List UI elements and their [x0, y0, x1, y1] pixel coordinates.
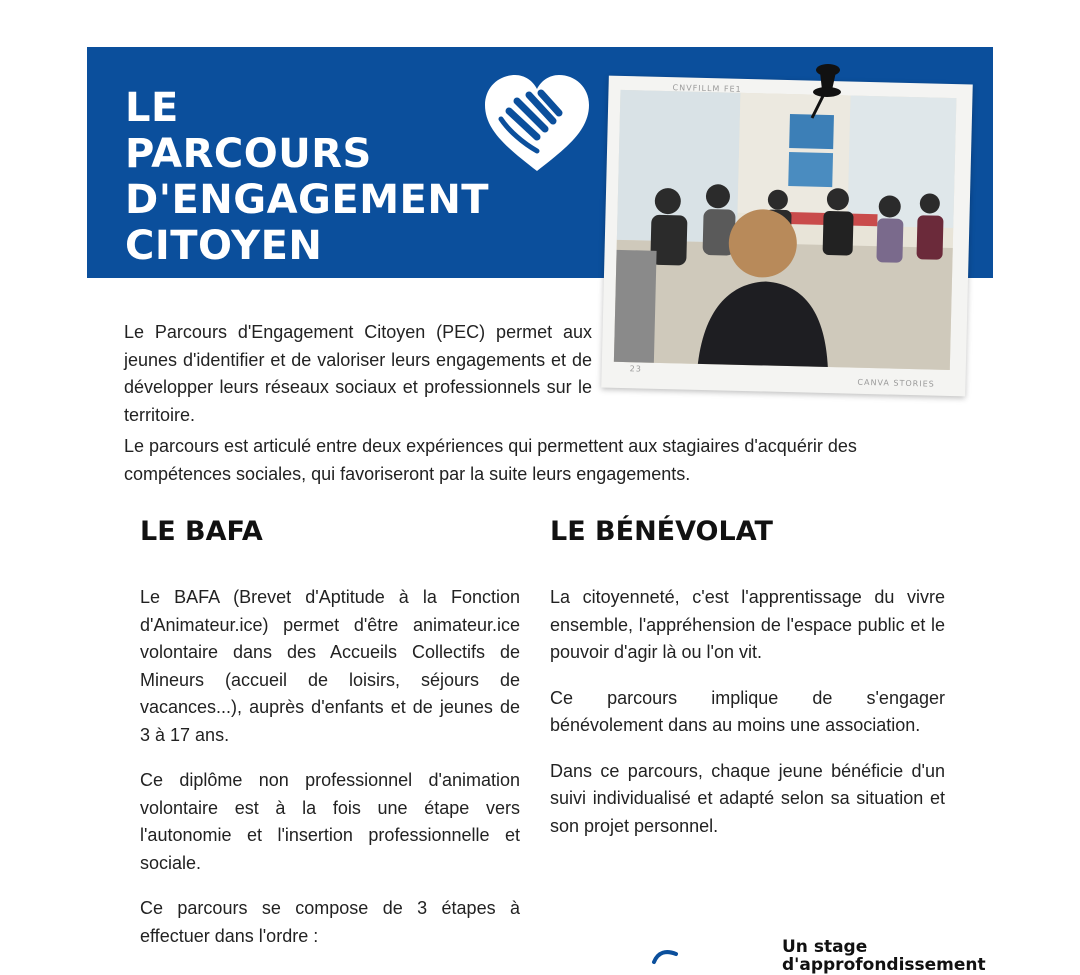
bafa-heading: LE BAFA [140, 516, 263, 547]
bafa-paragraph: Ce diplôme non professionnel d'animation volontaire est à la fois une étape vers l'autonomie et l'insertion professionnelle et sociale. [140, 770, 520, 873]
stage-label: Un stage [782, 937, 868, 957]
page-title [125, 85, 489, 269]
intro-paragraph: Le Parcours d'Engagement Citoyen (PEC) permet aux jeunes d'identifier et de valoriser leurs engagements et de développer leurs réseaux sociaux et professionnels sur le territoire. [124, 322, 592, 425]
photo-frame [601, 76, 973, 397]
bafa-paragraph: Le BAFA (Brevet d'Aptitude à la Fonction d'Animateur.ice) permet d'être animateur.ice volontaire dans des Accueils Collectifs de Mineurs (accueil de loisirs, séjours de vacances...), auprès d'enfants et de jeunes de 3 à 17 ans. [140, 587, 520, 745]
frame-caption-number: 23 [629, 364, 643, 374]
title-line: D'ENGAGEMENT [125, 177, 490, 223]
title-line: LE [125, 85, 179, 131]
frame-caption-bottom: CANVA STORIES [857, 377, 935, 389]
pushpin-icon [800, 60, 846, 122]
benevolat-paragraph: La citoyenneté, c'est l'apprentissage du vivre ensemble, l'appréhension de l'espace public et le pouvoir d'agir là ou l'on vit. [550, 587, 945, 662]
title-line: CITOYEN [125, 223, 323, 269]
arrow-icon [652, 948, 678, 962]
heart-hand-icon [479, 71, 595, 177]
benevolat-paragraph: Dans ce parcours, chaque jeune bénéficie d'un suivi individualisé et adapté selon sa situation et son projet personnel. [550, 760, 945, 836]
bafa-section [140, 584, 520, 968]
benevolat-heading: LE BÉNÉVOLAT [550, 516, 773, 547]
bafa-paragraph: Ce parcours se compose de 3 étapes à effectuer dans l'ordre : [140, 898, 520, 946]
frame-caption-top: CNVFILLM FE1 [672, 83, 742, 94]
intro-paragraph-2: Le parcours est articulé entre deux expériences qui permettent aux stagiaires d'acquérir des compétences sociales, qui favoriseront par la suite leurs engagements. [124, 436, 857, 484]
stage-label-cut [782, 955, 986, 975]
group-photo [614, 90, 957, 370]
title-line: PARCOURS [125, 131, 372, 177]
benevolat-section [550, 584, 945, 858]
stage-label-cut-text: d'approfondissement [782, 955, 986, 975]
benevolat-paragraph: Ce parcours implique de s'engager bénévolement dans au moins une association. [550, 687, 945, 735]
